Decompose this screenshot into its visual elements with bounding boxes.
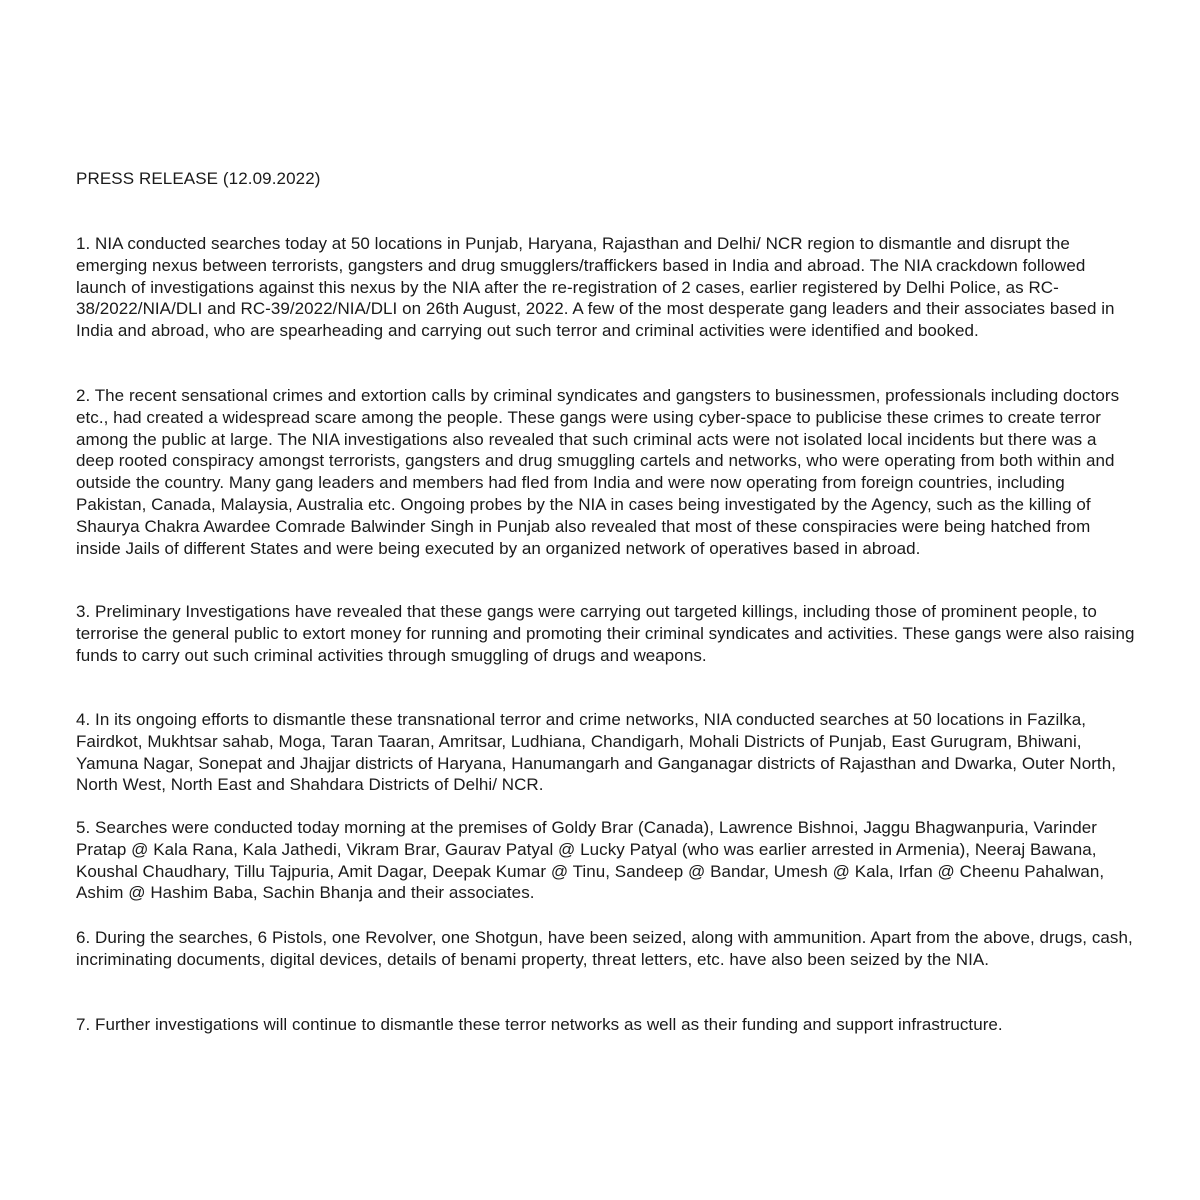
paragraph-1: 1. NIA conducted searches today at 50 locations in Punjab, Haryana, Rajasthan and Delhi/ NCR region to dismantle and disrupt the emerging nexus between terrorists, gangsters and drug smugglers/traffickers based in India and abroad. The NIA crackdown followed launch of investigations against this nexus by the NIA after the re-registration of 2 cases, earlier registered by Delhi Police, as RC-38/2022/NIA/DLI and RC-39/2022/NIA/DLI on 26th August, 2022. A few of the most desperate gang leaders and their associates based in India and abroad, who are spearheading and carrying out such terror and criminal activities were identified and booked.	[76, 234, 1115, 341]
paragraph-6: 6. During the searches, 6 Pistols, one Revolver, one Shotgun, have been seized, along with ammunition. Apart from the above, drugs, cash, incriminating documents, digital devices, details of benami property, threat letters, etc. have also been seized by the NIA.	[76, 928, 1133, 969]
paragraph-7: 7. Further investigations will continue to dismantle these terror networks as well as their funding and support infrastructure.	[76, 1015, 1003, 1034]
paragraph-2: 2. The recent sensational crimes and extortion calls by criminal syndicates and gangsters to businessmen, professionals including doctors etc., had created a widespread scare among the people. These gangs were using cyber-space to publicise these crimes to create terror among the public at large. The NIA investigations also revealed that such criminal acts were not isolated local incidents but there was a deep rooted conspiracy amongst terrorists, gangsters and drug smuggling cartels and networks, who were operating from both within and outside the country. Many gang leaders and members had fled from India and were now operating from foreign countries, including Pakistan, Canada, Malaysia, Australia etc. Ongoing probes by the NIA in cases being investigated by the Agency, such as the killing of Shaurya Chakra Awardee Comrade Balwinder Singh in Punjab also revealed that most of these conspiracies were being hatched from inside Jails of different States and were being executed by an organized network of operatives based in abroad.	[76, 386, 1120, 558]
paragraph-3: 3. Preliminary Investigations have revealed that these gangs were carrying out targeted killings, including those of prominent people, to terrorise the general public to extort money for running and promoting their criminal syndicates and activities. These gangs were also raising funds to carry out such criminal activities through smuggling of drugs and weapons.	[76, 602, 1135, 665]
page-title: PRESS RELEASE (12.09.2022)	[76, 169, 321, 188]
paragraph-5: 5. Searches were conducted today morning at the premises of Goldy Brar (Canada), Lawrence Bishnoi, Jaggu Bhagwanpuria, Varinder Pratap @ Kala Rana, Kala Jathedi, Vikram Brar, Gaurav Patyal @ Lucky Patyal (who was earlier arrested in Armenia), Neeraj Bawana, Koushal Chaudhary, Tillu Tajpuria, Amit Dagar, Deepak Kumar @ Tinu, Sandeep @ Bandar, Umesh @ Kala, Irfan @ Cheenu Pahalwan, Ashim @ Hashim Baba, Sachin Bhanja and their associates.	[76, 818, 1105, 903]
paragraph-4: 4. In its ongoing efforts to dismantle these transnational terror and crime networks, NIA conducted searches at 50 locations in Fazilka, Fairdkot, Mukhtsar sahab, Moga, Taran Taaran, Amritsar, Ludhiana, Chandigarh, Mohali Districts of Punjab, East Gurugram, Bhiwani, Yamuna Nagar, Sonepat and Jhajjar districts of Haryana, Hanumangarh and Ganganagar districts of Rajasthan and Dwarka, Outer North, North West, North East and Shahdara Districts of Delhi/ NCR.	[76, 710, 1116, 795]
